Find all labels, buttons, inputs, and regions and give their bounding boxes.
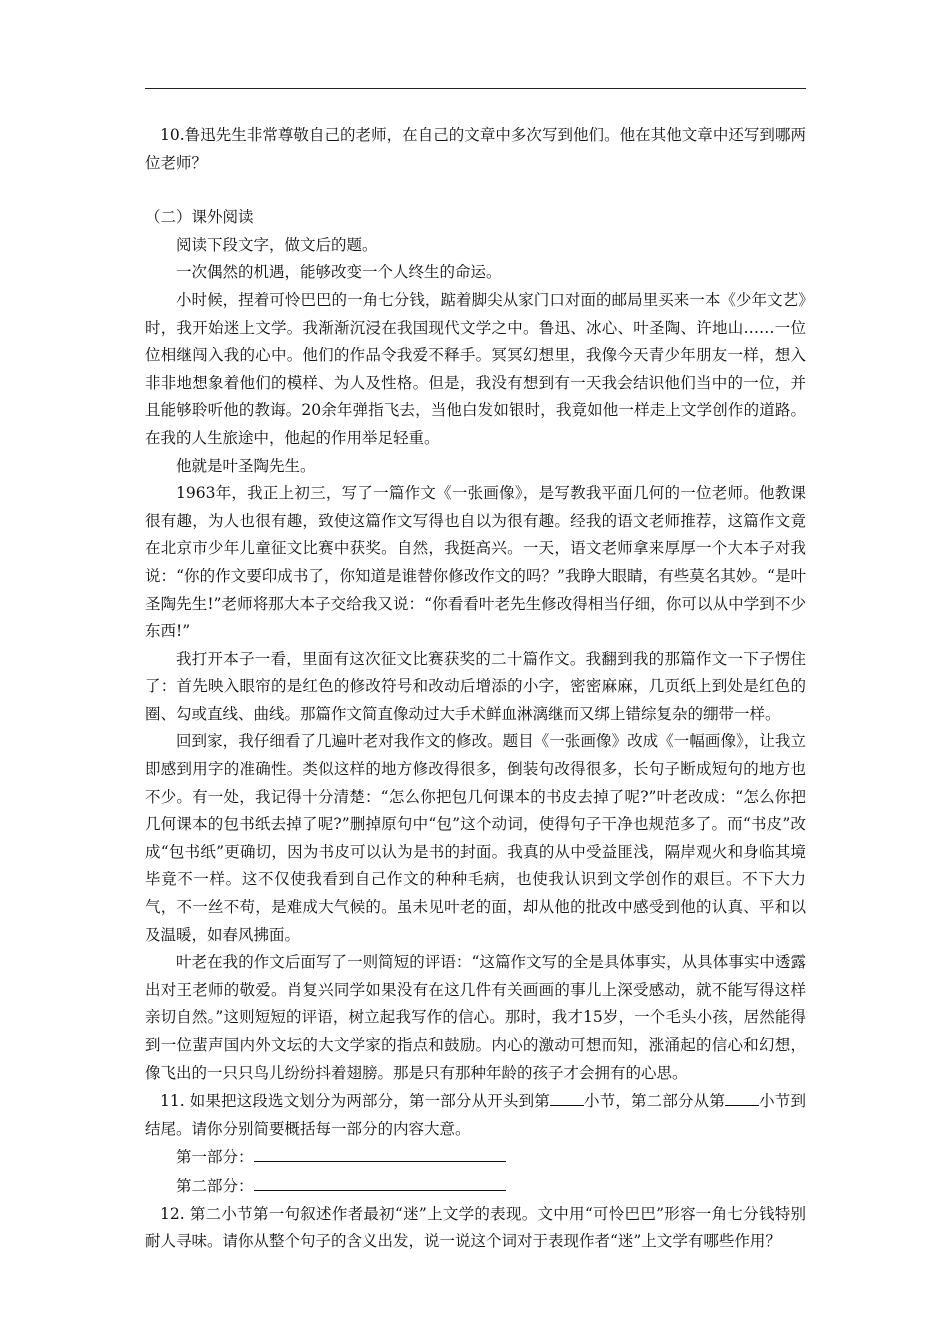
passage-paragraph-7: 叶老在我的作文后面写了一则简短的评语：“这篇作文写的全是具体事实，从具体事实中透露出对王老师的敬爱。肖复兴同学如果没有在这几件有关画画的事儿上深受感动，就不能写得这样亲切自然。”这则短短的评语，树立起我写作的信心。那时，我才15岁，一个毛头小孩，居然能得到一位蜚声国内外文坛的大文学家的指点和鼓励。内心的激动可想而知，涨涌起的信心和幻想，像飞出的一只只鸟儿纷纷抖着翅膀。那是只有那种年龄的孩子才会拥有的心思。 [145,953,806,1082]
answer-row-part2 [145,1172,806,1201]
spacer [145,177,806,204]
answer-line-part1[interactable] [254,1143,506,1162]
passage-paragraph-4: 1963年，我正上初三，写了一篇作文《一张画像》，是写教我平面几何的一位老师。他教课很有趣，为人也很有趣，致使这篇作文写得也自以为很有趣。经我的语文老师推荐，这篇作文竟在北京市少年儿童征文比赛中获奖。自然，我挺高兴。一天，语文老师拿来厚厚一个大本子对我说：“你的作文要印成书了，你知道是谁替你修改作文的吗？”我睁大眼睛，有些莫名其妙。“是叶圣陶先生!”老师将那大本子交给我又说：“你看看叶老先生修改得相当仔细，你可以从中学到不少东西!” [145,484,806,641]
question-11-text-a: 11. 如果把这段选文划分为两部分，第一部分从开头到第 [160,1092,550,1111]
part2-label: 第二部分： [176,1176,254,1195]
question-12: 12. 第二小节第一句叙述作者最初“迷”上文学的表现。文中用“可怜巴巴”形容一角七分钱特别耐人寻味。请你从整个句子的含义出发，说一说这个词对于表现作者“迷”上文学有哪些作用？ [145,1204,806,1251]
passage-paragraph-5: 我打开本子一看，里面有这次征文比赛获奖的二十篇作文。我翻到我的那篇作文一下子愣住了：首先映入眼帘的是红色的修改符号和改动后增添的小字，密密麻麻，几页纸上到处是红色的圈、勾或直线、曲线。那篇作文简直像动过大手术鲜血淋漓继而又绑上错综复杂的绷带一样。 [145,649,806,723]
question-10: 10.鲁迅先生非常尊敬自己的老师，在自己的文章中多次写到他们。他在其他文章中还写到哪两位老师？ [145,126,806,172]
top-rule [145,88,806,89]
passage-paragraph-3: 他就是叶圣陶先生。 [176,456,316,475]
passage-paragraph-6: 回到家，我仔细看了几遍叶老对我作文的修改。题目《一张画像》改成《一幅画像》，让我立即感到用字的准确性。类似这样的地方修改得很多，倒装句改得很多，长句子断成短句的地方也不少。有一处，我记得十分清楚：“怎么你把包几何课本的书皮去掉了呢?”叶老改成：“怎么你把几何课本的包书纸去掉了呢?”删掉原句中“包”这个动词，使得句子干净也规范多了。而“书皮”改成“包书纸”更确切，因为书皮可以认为是书的封面。我真的从中受益匪浅，隔岸观火和身临其境毕竟不一样。这不仅使我看到自己作文的种种毛病，也使我认识到文学创作的艰巨。不下大力气，不一丝不苟，是难成大气候的。虽未见叶老的面，却从他的批改中感受到他的认真、平和以及温暖，如春风拂面。 [145,732,806,944]
reading-instruction: 阅读下段文字，做文后的题。 [176,235,378,254]
passage-paragraph-1: 一次偶然的机遇，能够改变一个人终生的命运。 [176,263,502,282]
document-body [145,122,806,1256]
question-11 [145,1087,806,1143]
answer-line-part2[interactable] [254,1172,506,1191]
section-title: （二）课外阅读 [145,208,254,227]
passage-paragraph-2: 小时候，捏着可怜巴巴的一角七分钱，踮着脚尖从家门口对面的邮局里买来一本《少年文艺》时，我开始迷上文学。我渐渐沉浸在我国现代文学之中。鲁迅、冰心、叶圣陶、许地山……一位位相继闯入我的心中。他们的作品令我爱不释手。冥冥幻想里，我像今天青少年朋友一样，想入非非地想象着他们的模样、为人及性格。但是，我没有想到有一天我会结识他们当中的一位，并且能够聆听他的教诲。20余年弹指飞去，当他白发如银时，我竟如他一样走上文学创作的道路。在我的人生旅途中，他起的作用举足轻重。 [145,290,806,447]
question-11-text-c: 小节到结尾。请你分别简要概括每一部分的内容大意。 [145,1092,806,1138]
question-11-text-b: 小节，第二部分从第 [583,1092,725,1111]
answer-blank-1[interactable] [550,1087,584,1106]
answer-row-part1 [145,1143,806,1172]
answer-blank-2[interactable] [725,1087,759,1106]
part1-label: 第一部分： [176,1148,254,1167]
